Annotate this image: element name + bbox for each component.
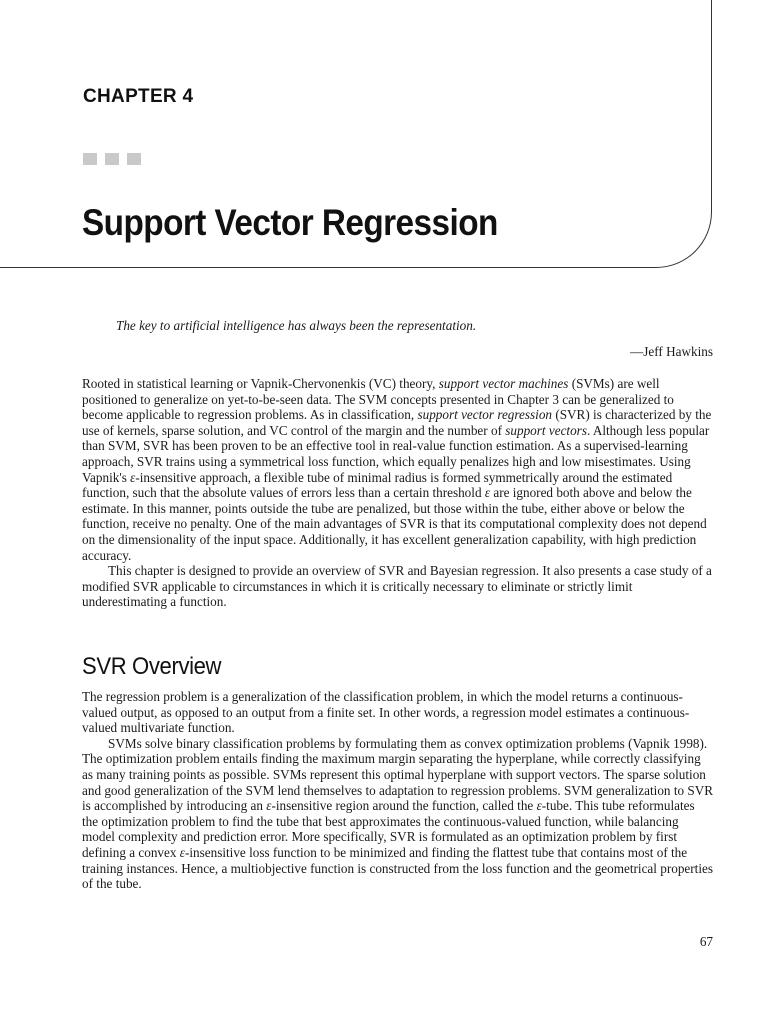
decorative-square xyxy=(105,153,119,165)
section-paragraph-2: SVMs solve binary classification problems by formulating them as convex optimization problems (Vapnik 1998). The optimization problem entails finding the maximum margin separating the hyperplane, while correctly classifying as many training points as possible. SVMs represent this optimal hyperplane with support vectors. The sparse solution and good generalization of the SVM lend themselves to adaptation to regression problems. SVM generalization to SVR is accomplished by introducing an ε-insensitive region around the function, called the ε-tube. This tube reformulates the optimization problem to find the tube that best approximates the continuous-valued function, while balancing model complexity and prediction error. More specifically, SVR is formulated as an optimization problem by first defining a convex ε-insensitive loss function to be minimized and finding the flattest tube that contains most of the training instances. Hence, a multiobjective function is constructed from the loss function and the geometrical properties of the tube. xyxy=(82,735,714,892)
decorative-squares xyxy=(83,153,141,165)
section-paragraph-1: The regression problem is a generalization of the classification problem, in which the model returns a continuous-valued output, as opposed to an output from a finite set. In other words, a regression model estimates a continuous-valued multivariate function. xyxy=(82,689,690,736)
intro-paragraph-1: Rooted in statistical learning or Vapnik-Chervonenkis (VC) theory, support vector machines (SVMs) are well positioned to generalize on yet-to-be-seen data. The SVM concepts presented in Chapter 3 can be generalized to become applicable to regression problems. As in classification, support vector regression (SVR) is characterized by the use of kernels, sparse solution, and VC control of the margin and the number of support vectors. Although less popular than SVM, SVR has been proven to be an effective tool in real-value function estimation. As a supervised-learning approach, SVR trains using a symmetrical loss function, which equally penalizes high and low misestimates. Using Vapnik's ε-insensitive approach, a flexible tube of minimal radius is formed symmetrically around the estimated function, such that the absolute values of errors less than a certain threshold ε are ignored both above and below the estimate. In this manner, points outside the tube are penalized, but those within the tube, either above or below the function, receive no penalty. One of the main advantages of SVR is that its computational complexity does not depend on the dimensionality of the input space. Additionally, it has excellent generalization capability, with high prediction accuracy. xyxy=(82,376,712,563)
decorative-square xyxy=(127,153,141,165)
section-heading: SVR Overview xyxy=(82,653,222,680)
epigraph-author: —Jeff Hawkins xyxy=(630,344,713,359)
chapter-title: Support Vector Regression xyxy=(82,202,498,243)
intro-text xyxy=(82,376,714,610)
page-number: 67 xyxy=(699,934,713,949)
epigraph-quote: The key to artificial intelligence has always been the representation. xyxy=(116,318,477,333)
decorative-square xyxy=(83,153,97,165)
chapter-label: CHAPTER 4 xyxy=(83,86,194,107)
section-text xyxy=(82,689,714,892)
intro-paragraph-2: This chapter is designed to provide an overview of SVR and Bayesian regression. It also presents a case study of a modified SVR applicable to circumstances in which it is critically necessary to eliminate or strictly limit underestimating a function. xyxy=(82,563,712,610)
